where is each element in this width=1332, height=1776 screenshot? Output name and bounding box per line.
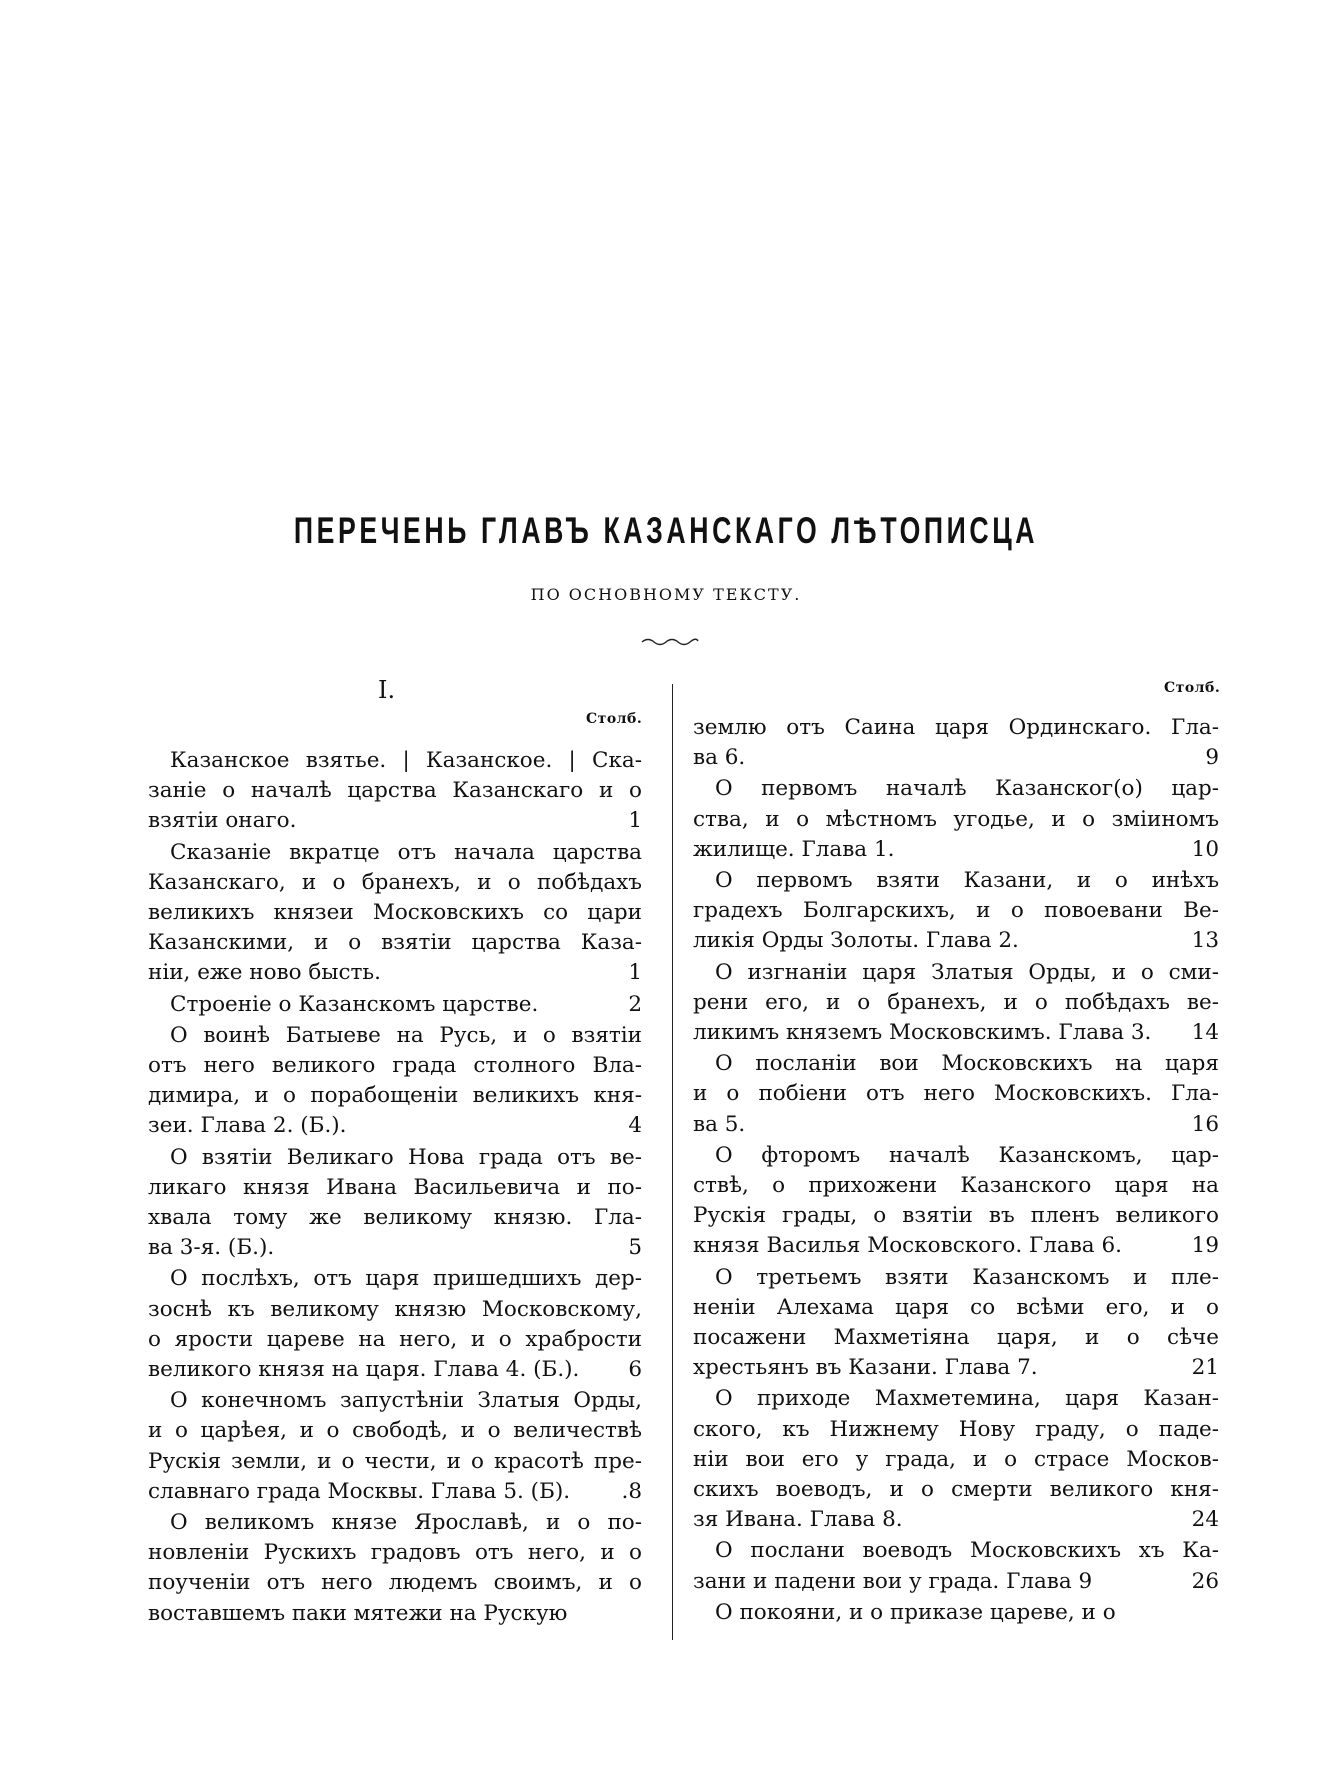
- toc-entry-line: О воинѣ Батыеве на Русь, и о взятіи: [170, 1022, 642, 1048]
- toc-entry-line: новленіи Рускихъ градовъ отъ него, и о: [148, 1540, 642, 1566]
- page-title: ПЕРЕЧЕНЬ ГЛАВЪ КАЗАНСКАГО ЛѢТОПИСЦА: [293, 510, 1039, 551]
- toc-entry-line: О фторомъ началѣ Казанскомъ, цар-: [715, 1142, 1219, 1168]
- toc-entry-line: землю отъ Саина царя Ординскаго. Гла-: [693, 715, 1219, 740]
- column-header-left: Столб.: [586, 711, 643, 727]
- toc-entry-line: отъ него великого града столного Вла-: [148, 1052, 642, 1078]
- toc-entry-line: взятіи онаго.: [148, 808, 297, 834]
- toc-entry-page-number: 6: [628, 1356, 642, 1382]
- toc-entry-line: ского, къ Нижнему Нову граду, о паде-: [693, 1416, 1219, 1442]
- toc-entry-page-number: 13: [1191, 928, 1219, 954]
- toc-entry-line: О конечномъ запустѣніи Златыя Орды,: [170, 1388, 642, 1414]
- toc-entry-page-number: 19: [1191, 1233, 1219, 1259]
- toc-entry-line: о ярости цареве на него, и о храбрости: [148, 1326, 642, 1352]
- column-divider: [672, 684, 673, 1640]
- toc-entry-line: Рускія грады, о взятіи въ пленъ великого: [693, 1203, 1219, 1229]
- toc-entry-line: князя Василья Московского. Глава 6.: [693, 1233, 1122, 1259]
- toc-entry-line: ликія Орды Золоты. Глава 2.: [693, 928, 1019, 954]
- toc-entry-line: рени его, и о бранехъ, и о побѣдахъ ве-: [693, 989, 1219, 1015]
- toc-entry-line: воставшемъ паки мятежи на Рускую: [148, 1600, 568, 1626]
- toc-entry-line: О третьемъ взяти Казанскомъ и пле-: [715, 1264, 1219, 1290]
- column-header-right: Столб.: [1164, 680, 1221, 696]
- toc-entry-line: О первомъ взяти Казани, и о инѣхъ: [715, 868, 1219, 893]
- toc-entry-line: зя Ивана. Глава 8.: [693, 1507, 903, 1533]
- toc-entry-line: зеи. Глава 2. (Б.).: [148, 1113, 347, 1139]
- toc-entry-page-number: .8: [621, 1478, 642, 1504]
- toc-entry-line: скихъ воеводъ, и о смерти великого кня-: [693, 1476, 1219, 1502]
- toc-entry-line: ликаго князя Ивана Васильевича и по-: [148, 1174, 642, 1200]
- toc-entry-line: О приходе Махметемина, царя Казан-: [715, 1386, 1219, 1412]
- toc-entry-page-number: 16: [1191, 1111, 1219, 1137]
- toc-entry-line: Строеніе о Казанскомъ царстве.: [170, 991, 539, 1017]
- toc-entry-line: Казанскими, и о взятіи царства Каза-: [148, 930, 642, 956]
- toc-entry-line: неніи Алехама царя со всѣми его, и о: [693, 1294, 1219, 1320]
- toc-entry-page-number: 10: [1191, 836, 1219, 862]
- toc-entry-line: и о царѣея, и о свободѣ, и о величествѣ: [148, 1418, 642, 1444]
- toc-entry-line: ва 6.: [693, 745, 746, 771]
- toc-entry-line: заніе о началѣ царства Казанскаго и о: [148, 778, 642, 804]
- toc-entry-line: О послани воеводъ Московскихъ хъ Ка-: [715, 1538, 1219, 1564]
- toc-entry-line: ва 5.: [693, 1111, 746, 1137]
- toc-entry-page-number: 14: [1191, 1019, 1219, 1045]
- toc-entry-page-number: 2: [628, 991, 642, 1017]
- toc-entry-line: ликимъ княземъ Московскимъ. Глава 3.: [693, 1019, 1152, 1045]
- toc-entry-line: ва 3-я. (Б.).: [148, 1235, 275, 1261]
- toc-entry-line: О покояни, и о приказе цареве, и о: [715, 1599, 1116, 1625]
- toc-entry-line: ніи вои его у града, и о страсе Москов-: [693, 1446, 1219, 1472]
- toc-entry-line: зани и падени вои у града. Глава 9: [693, 1568, 1093, 1594]
- toc-entry-line: Казанское взятье. | Казанское. | Ска-: [170, 748, 642, 773]
- toc-entry-line: О посланіи вои Московскихъ на царя: [715, 1051, 1219, 1077]
- toc-entry-line: жилище. Глава 1.: [693, 836, 895, 862]
- toc-entry-line: Рускія земли, и о чести, и о красотѣ пре-: [148, 1448, 642, 1474]
- toc-entry-page-number: 26: [1191, 1568, 1219, 1594]
- toc-entry-line: градехъ Болгарскихъ, и о повоевани Ве-: [693, 898, 1219, 924]
- toc-entry-line: ства, и о мѣстномъ угодье, и о зміиномъ: [693, 806, 1219, 832]
- toc-entry-line: О первомъ началѣ Казанског(о) цар-: [715, 776, 1219, 802]
- toc-entry-line: О изгнаніи царя Златыя Орды, и о сми-: [715, 959, 1219, 985]
- toc-entry-line: поученіи отъ него людемъ своимъ, и о: [148, 1570, 642, 1596]
- toc-entry-line: посажени Махметіяна царя, и о сѣче: [693, 1324, 1219, 1350]
- section-numeral: I.: [378, 676, 396, 704]
- toc-entry-line: великого князя на царя. Глава 4. (Б.).: [148, 1356, 580, 1382]
- toc-entry-page-number: 9: [1205, 745, 1219, 771]
- toc-entry-line: зоснѣ къ великому князю Московскому,: [148, 1296, 642, 1322]
- toc-entry-line: ніи, еже ново бысть.: [148, 960, 381, 986]
- toc-entry-page-number: 21: [1191, 1355, 1219, 1381]
- toc-entry-line: О взятіи Великаго Нова града отъ ве-: [170, 1144, 642, 1170]
- toc-entry-line: хвала тому же великому князю. Гла-: [148, 1204, 642, 1230]
- page-subtitle: ПО ОСНОВНОМУ ТЕКСТУ.: [530, 585, 802, 604]
- toc-entry-line: О великомъ князе Ярославѣ, и о по-: [170, 1510, 642, 1535]
- toc-entry-line: великихъ князеи Московскихъ со цари: [148, 899, 642, 925]
- toc-entry-line: Сказаніе вкратце отъ начала царства: [170, 839, 642, 865]
- toc-entry-page-number: 5: [628, 1235, 642, 1261]
- tilde-ornament-icon: [640, 636, 700, 646]
- toc-entry-page-number: 1: [628, 808, 642, 834]
- toc-entry-line: и о побіени отъ него Московскихъ. Гла-: [693, 1081, 1219, 1107]
- toc-entry-page-number: 1: [628, 960, 642, 986]
- toc-entry-line: Казанскаго, и о бранехъ, и о побѣдахъ: [148, 869, 642, 895]
- toc-entry-page-number: 24: [1191, 1507, 1219, 1533]
- toc-entry-line: О послѣхъ, отъ царя пришедшихъ дер-: [170, 1266, 642, 1292]
- toc-entry-line: ствѣ, о прихожени Казанского царя на: [693, 1172, 1219, 1198]
- toc-entry-line: славнаго града Москвы. Глава 5. (Б).: [148, 1478, 571, 1504]
- toc-entry-line: димира, и о порабощеніи великихъ кня-: [148, 1083, 642, 1109]
- toc-entry-line: хрестьянъ въ Казани. Глава 7.: [693, 1355, 1038, 1381]
- toc-entry-page-number: 4: [628, 1113, 642, 1139]
